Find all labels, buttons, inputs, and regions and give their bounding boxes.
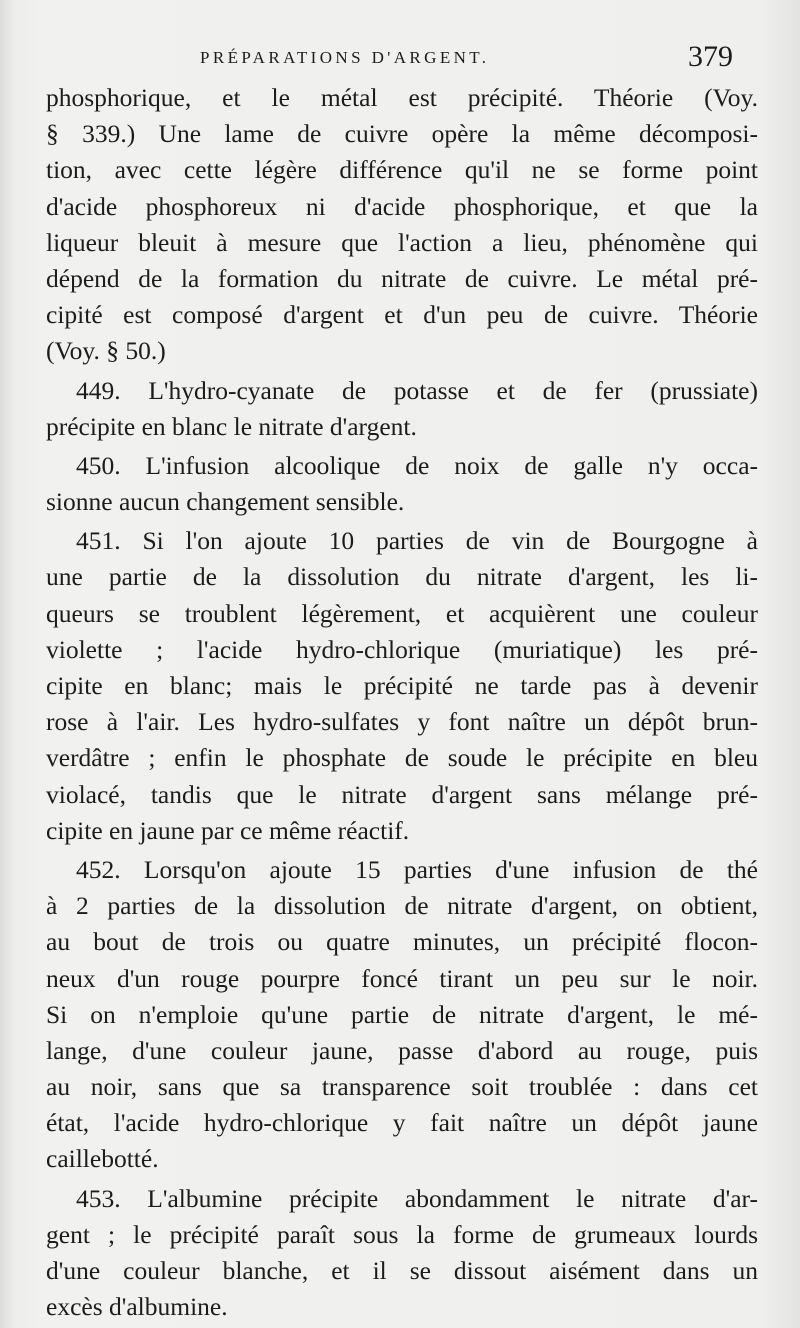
text-line: caillebotté. bbox=[46, 1144, 159, 1174]
text-line: violacé, tandis que le nitrate d'argent sans mélange pré- bbox=[46, 779, 758, 809]
text-line: état, l'acide hydro-chlorique y fait naître un dépôt jaune bbox=[46, 1108, 758, 1138]
text-line: liqueur bleuit à mesure que l'action a lieu, phénomène qui bbox=[46, 227, 758, 257]
text-line: violette ; l'acide hydro-chlorique (muriatique) les pré- bbox=[46, 634, 758, 664]
text-line: cipité est composé d'argent et d'un peu de cuivre. Théorie bbox=[46, 300, 758, 330]
text-line: § 339.) Une lame de cuivre opère la même décomposi- bbox=[46, 119, 758, 149]
text-line: dépend de la formation du nitrate de cuivre. Le métal pré- bbox=[46, 263, 758, 293]
text-line: phosphorique, et le métal est précipité. Théorie (Voy. bbox=[46, 83, 758, 112]
page-number: 379 bbox=[688, 40, 733, 73]
text-line: neux d'un rouge pourpre foncé tirant un peu sur le noir. bbox=[46, 963, 758, 993]
body-text bbox=[46, 80, 758, 1325]
text-line: Si on n'emploie qu'une partie de nitrate d'argent, le mé- bbox=[46, 999, 758, 1029]
text-line: gent ; le précipité paraît sous la forme de grumeaux lourds bbox=[46, 1219, 758, 1249]
paragraph-453 bbox=[46, 1181, 758, 1326]
running-title: PRÉPARATIONS D'ARGENT. bbox=[200, 48, 490, 67]
text-line: 451. Si l'on ajoute 10 parties de vin de Bourgogne à bbox=[76, 526, 758, 556]
text-line: précipite en blanc le nitrate d'argent. bbox=[46, 411, 417, 441]
paragraph-continuation bbox=[46, 80, 758, 370]
text-line: rose à l'air. Les hydro-sulfates y font naître un dépôt brun- bbox=[46, 707, 758, 737]
text-line: 452. Lorsqu'on ajoute 15 parties d'une infusion de thé bbox=[76, 854, 758, 884]
paragraph-449 bbox=[46, 373, 758, 445]
text-line: au noir, sans que sa transparence soit troublée : dans cet bbox=[46, 1072, 758, 1102]
text-line: 453. L'albumine précipite abondamment le nitrate d'ar- bbox=[76, 1183, 758, 1213]
text-line: au bout de trois ou quatre minutes, un précipité flocon- bbox=[46, 927, 758, 957]
text-line: lange, d'une couleur jaune, passe d'abord au rouge, puis bbox=[46, 1035, 758, 1065]
text-line: cipite en jaune par ce même réactif. bbox=[46, 815, 410, 845]
text-line: d'une couleur blanche, et il se dissout aisément dans un bbox=[46, 1256, 758, 1285]
text-line: une partie de la dissolution du nitrate d'argent, les li- bbox=[46, 562, 758, 592]
text-line: 450. L'infusion alcoolique de noix de galle n'y occa- bbox=[76, 450, 758, 480]
text-line: sionne aucun changement sensible. bbox=[46, 487, 405, 517]
text-line: queurs se troublent légèrement, et acquièrent une couleur bbox=[46, 598, 758, 628]
text-line: à 2 parties de la dissolution de nitrate d'argent, on obtient, bbox=[46, 891, 758, 921]
running-head bbox=[0, 40, 800, 80]
paragraph-452 bbox=[46, 852, 758, 1178]
text-line: d'acide phosphoreux ni d'acide phosphorique, et que la bbox=[46, 191, 758, 221]
text-line: verdâtre ; enfin le phosphate de soude le précipite en bleu bbox=[46, 743, 758, 773]
text-line: 449. L'hydro-cyanate de potasse et de fer (prussiate) bbox=[76, 375, 758, 405]
text-line: cipite en blanc; mais le précipité ne tarde pas à devenir bbox=[46, 671, 758, 700]
text-line: excès d'albumine. bbox=[46, 1292, 228, 1322]
paragraph-450 bbox=[46, 448, 758, 520]
text-line: tion, avec cette légère différence qu'il ne se forme point bbox=[46, 155, 758, 185]
paragraph-451 bbox=[46, 523, 758, 849]
text-line: (Voy. § 50.) bbox=[46, 336, 166, 366]
